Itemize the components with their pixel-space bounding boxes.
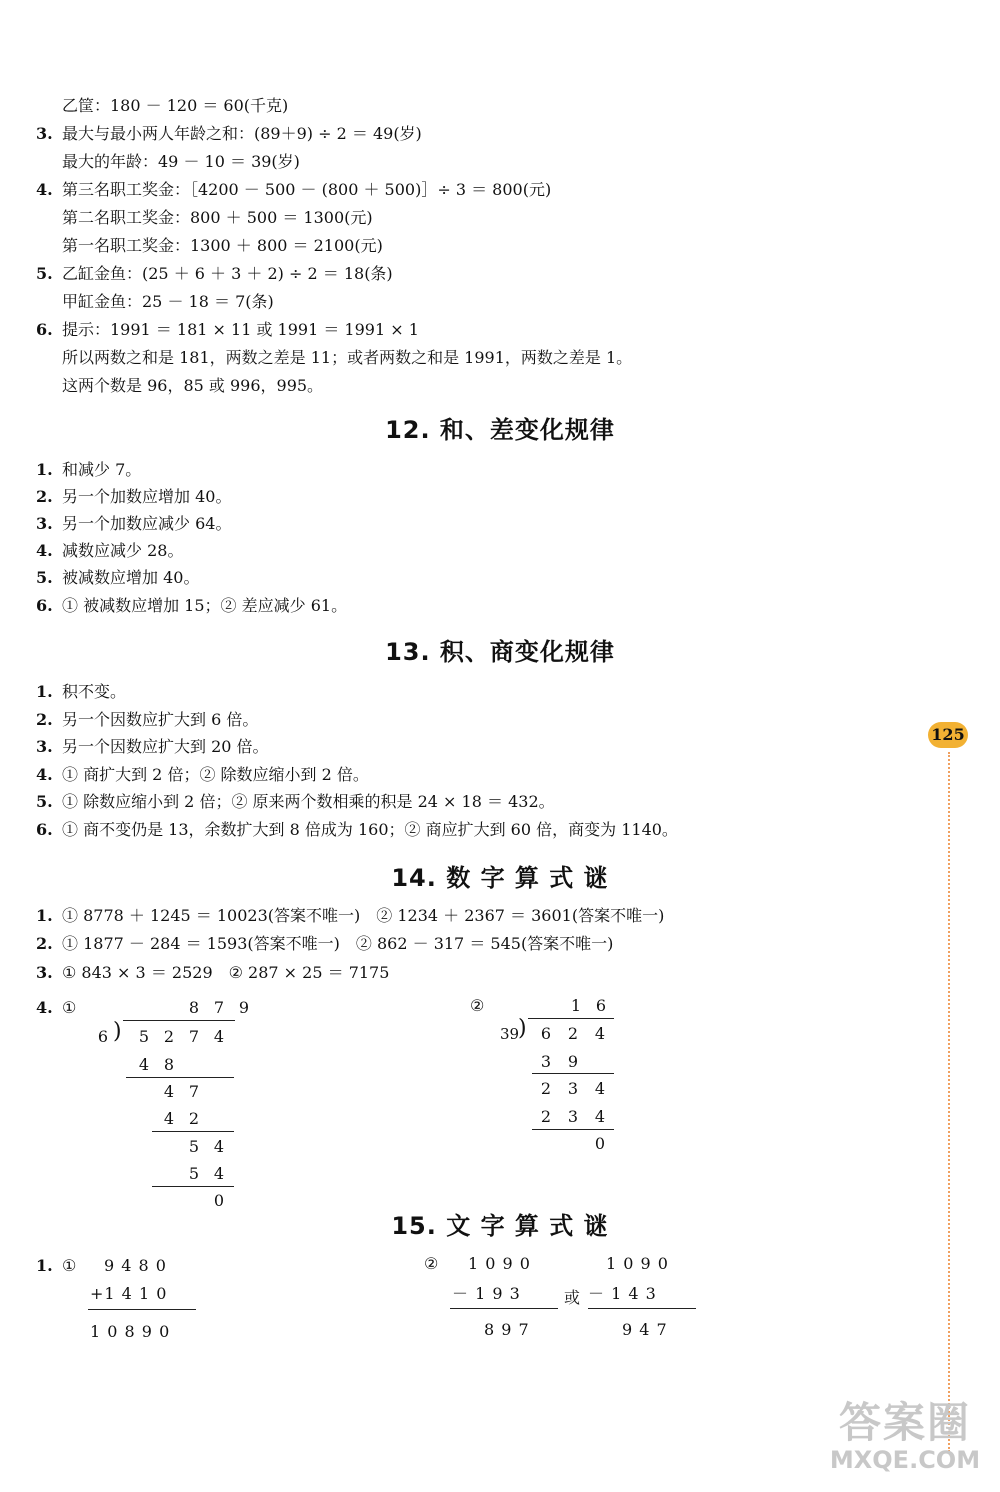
dividend-digit: 6 <box>540 1024 552 1043</box>
item-number: 4. <box>36 180 53 199</box>
step-digit: 3 <box>567 1079 579 1098</box>
item-number: 6. <box>36 596 53 615</box>
watermark <box>820 1390 990 1480</box>
answer-line: 第二名职工奖金：800 ＋ 500 ＝ 1300(元) <box>62 208 373 227</box>
circled-mark: ② <box>470 996 485 1015</box>
step-digit: 4 <box>163 1082 175 1101</box>
step-digit: 4 <box>594 1079 606 1098</box>
item-number: 4. <box>36 541 53 560</box>
sum-result: 1 0 8 9 0 <box>90 1322 171 1341</box>
division-bracket: ) <box>113 1019 122 1044</box>
answer-line: 提示：1991 ＝ 181 × 11 或 1991 ＝ 1991 × 1 <box>62 320 419 339</box>
subtrahend: － 1 9 3 <box>452 1284 521 1303</box>
division-bar <box>123 1020 235 1021</box>
sum-rule <box>88 1309 196 1310</box>
step-digit: 4 <box>213 1137 225 1156</box>
step-digit: 8 <box>163 1055 175 1074</box>
step-digit: 4 <box>213 1164 225 1183</box>
item-number: 5. <box>36 568 53 587</box>
addend-top: 9 4 8 0 <box>104 1256 167 1275</box>
quotient-digit: 7 <box>213 998 225 1017</box>
quotient-digit: 1 <box>570 996 582 1015</box>
margin-dotted-line <box>948 752 950 1452</box>
section-13-title: 13. 积、商变化规律 <box>385 638 615 666</box>
item-number: 1. <box>36 460 53 479</box>
answer-line: 第三名职工奖金：［4200 － 500 － (800 ＋ 500)］÷ 3 ＝ 800(元) <box>62 180 552 199</box>
step-rule <box>532 1129 614 1130</box>
answer-line: 乙缸金鱼：(25 ＋ 6 ＋ 3 ＋ 2) ÷ 2 ＝ 18(条) <box>62 264 393 283</box>
step-rule <box>126 1077 234 1078</box>
item-number: 6. <box>36 820 53 839</box>
quotient-digit: 6 <box>595 996 607 1015</box>
minuend: 1 0 9 0 <box>468 1254 531 1273</box>
step-digit: 5 <box>188 1137 200 1156</box>
dividend-digit: 2 <box>567 1024 579 1043</box>
item-number: 1. <box>36 682 53 701</box>
step-rule <box>152 1131 234 1132</box>
divisor: 39 <box>500 1025 520 1043</box>
page-number-badge: 125 <box>928 722 968 748</box>
circled-mark: ① <box>62 1256 77 1275</box>
answer-line: 积不变。 <box>62 682 127 701</box>
subtrahend: － 1 4 3 <box>588 1284 657 1303</box>
item-number: 3. <box>36 124 53 143</box>
answer-line: 最大与最小两人年龄之和：(89＋9) ÷ 2 ＝ 49(岁) <box>62 124 422 143</box>
answer-line: ① 商扩大到 2 倍；② 除数应缩小到 2 倍。 <box>62 765 369 784</box>
answer-line: ① 商不变仍是 13，余数扩大到 8 倍成为 160；② 商应扩大到 60 倍，商变为 1140。 <box>62 820 678 839</box>
item-number: 5. <box>36 792 53 811</box>
divisor: 6 <box>97 1027 109 1046</box>
item-number: 2. <box>36 934 53 953</box>
step-digit: 4 <box>138 1055 150 1074</box>
answer-line: 乙筐：180 － 120 ＝ 60(千克) <box>62 96 289 115</box>
difference-result: 8 9 7 <box>484 1320 530 1339</box>
step-digit: 3 <box>540 1052 552 1071</box>
answer-line: 这两个数是 96，85 或 996，995。 <box>62 376 324 395</box>
dividend-digit: 4 <box>213 1027 225 1046</box>
step-digit: 4 <box>163 1109 175 1128</box>
step-digit: 7 <box>188 1082 200 1101</box>
quotient-digit: 9 <box>238 998 250 1017</box>
answer-line: 最大的年龄：49 － 10 ＝ 39(岁) <box>62 152 300 171</box>
dividend-digit: 4 <box>594 1024 606 1043</box>
step-rule <box>532 1073 614 1074</box>
watermark-logo: 答案圈 <box>838 1398 971 1447</box>
step-digit: 9 <box>567 1052 579 1071</box>
section-15-title: 15. 文 字 算 式 谜 <box>391 1212 609 1240</box>
item-number: 2. <box>36 710 53 729</box>
circled-mark: ① <box>62 998 77 1017</box>
answer-line: 另一个因数应扩大到 20 倍。 <box>62 737 269 756</box>
section-12-title: 12. 和、差变化规律 <box>385 416 615 444</box>
item-number: 2. <box>36 487 53 506</box>
answer-line: 所以两数之和是 181，两数之差是 11；或者两数之和是 1991，两数之差是 1。 <box>62 348 633 367</box>
answer-line: 被减数应增加 40。 <box>62 568 200 587</box>
answer-line: 甲缸金鱼：25 － 18 ＝ 7(条) <box>62 292 274 311</box>
answer-line: ① 843 × 3 ＝ 2529 ② 287 × 25 ＝ 7175 <box>62 963 390 982</box>
difference-rule <box>588 1308 696 1309</box>
minuend: 1 0 9 0 <box>606 1254 669 1273</box>
item-number: 3. <box>36 514 53 533</box>
step-rule <box>152 1186 234 1187</box>
watermark-url: MXQE.COM <box>829 1446 981 1474</box>
division-bracket: ) <box>518 1016 527 1041</box>
difference-rule <box>450 1308 558 1309</box>
section-14-title: 14. 数 字 算 式 谜 <box>391 864 609 892</box>
step-digit: 4 <box>594 1107 606 1126</box>
dividend-digit: 7 <box>188 1027 200 1046</box>
item-number: 6. <box>36 320 53 339</box>
answer-line: ① 被减数应增加 15；② 差应减少 61。 <box>62 596 348 615</box>
difference-result: 9 4 7 <box>622 1320 668 1339</box>
answer-line: 另一个因数应扩大到 6 倍。 <box>62 710 259 729</box>
answer-line: 第一名职工奖金：1300 ＋ 800 ＝ 2100(元) <box>62 236 383 255</box>
or-label: 或 <box>564 1288 581 1307</box>
step-digit: 2 <box>540 1079 552 1098</box>
item-number: 3. <box>36 963 53 982</box>
division-bar <box>528 1018 614 1019</box>
answer-line: 另一个加数应增加 40。 <box>62 487 232 506</box>
answer-line: 减数应减少 28。 <box>62 541 184 560</box>
circled-mark: ② <box>424 1254 439 1273</box>
item-number: 1. <box>36 906 53 925</box>
step-digit: 2 <box>540 1107 552 1126</box>
item-number: 4. <box>36 765 53 784</box>
answer-line: 另一个加数应减少 64。 <box>62 514 232 533</box>
answer-line: 和减少 7。 <box>62 460 142 479</box>
remainder-digit: 0 <box>594 1134 606 1153</box>
answer-line: ① 8778 ＋ 1245 ＝ 10023(答案不唯一) ② 1234 ＋ 2367 ＝ 3601(答案不唯一) <box>62 906 665 925</box>
answer-line: ① 除数应缩小到 2 倍；② 原来两个数相乘的积是 24 × 18 ＝ 432。 <box>62 792 555 811</box>
item-number: 5. <box>36 264 53 283</box>
step-digit: 3 <box>567 1107 579 1126</box>
step-digit: 5 <box>188 1164 200 1183</box>
addend-bottom: +1 4 1 0 <box>90 1284 168 1303</box>
step-digit: 2 <box>188 1109 200 1128</box>
item-number: 1. <box>36 1256 53 1275</box>
dividend-digit: 5 <box>138 1027 150 1046</box>
answer-line: ① 1877 － 284 ＝ 1593(答案不唯一) ② 862 － 317 ＝ 545(答案不唯一) <box>62 934 614 953</box>
quotient-digit: 8 <box>188 998 200 1017</box>
remainder-digit: 0 <box>213 1191 225 1210</box>
item-number: 3. <box>36 737 53 756</box>
dividend-digit: 2 <box>163 1027 175 1046</box>
item-number: 4. <box>36 998 53 1017</box>
